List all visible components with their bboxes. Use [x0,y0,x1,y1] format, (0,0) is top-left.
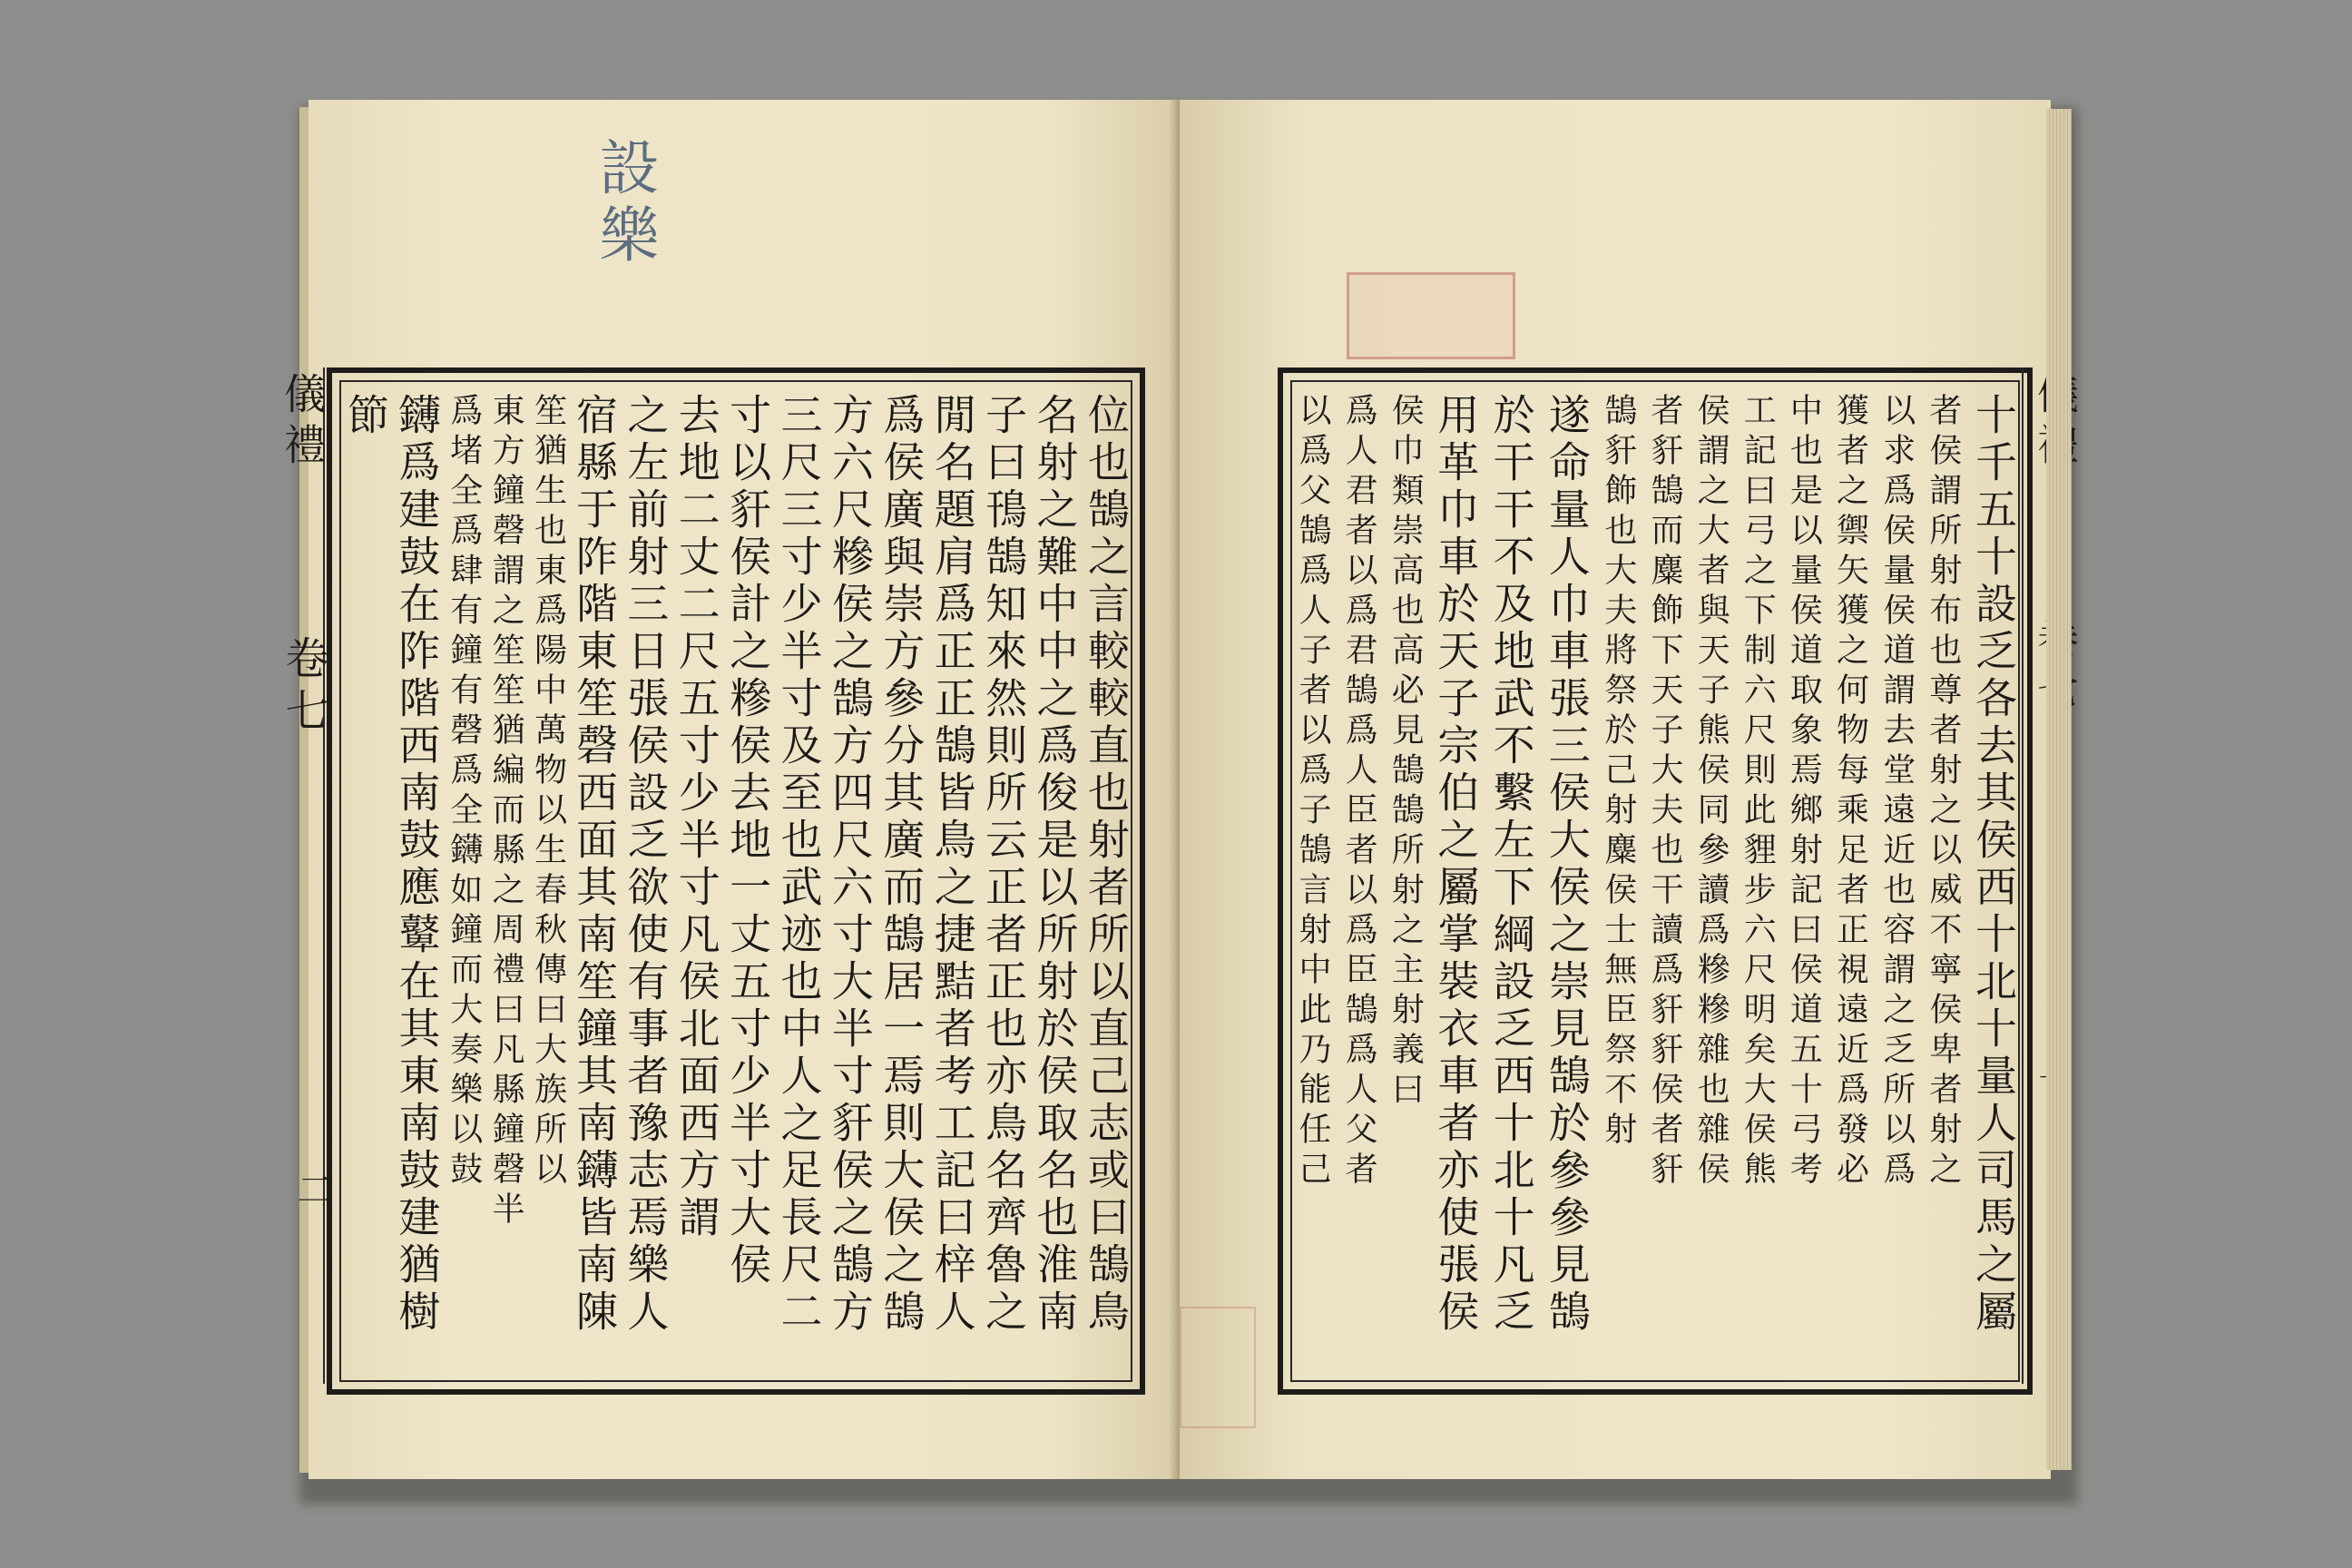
text-column: 十千五十設乏各去其侯西十北十量人司馬之屬 [1968,393,2018,1337]
text-column: 侯巾類崇高也高必見鵠鵠所射之主射義曰 [1387,393,1425,1112]
handwritten-annotation: 設樂 [589,136,659,270]
text-column: 寸以豻侯計之糝侯去地一丈五寸少半寸大侯 [723,393,773,1289]
text-column: 節 [341,393,390,440]
text-column: 方六尺糝侯之鵠方四尺六寸大半寸豻侯之鵠方 [825,393,875,1337]
left-margin-chapter: 卷七 [278,635,328,740]
text-column: 者侯謂所射布也尊者射之以威不寧侯卑者射之 [1924,393,1962,1191]
text-column: 三尺三寸少半寸及至也武迹也中人之足長尺二 [774,393,824,1337]
text-column: 於干干不及地武不繫左下綱設乏西十北十凡乏 [1486,393,1536,1337]
left-text-frame [327,368,1145,1395]
text-column: 用革巾車於天子宗伯之屬掌裝衣車者亦使張侯 [1431,393,1481,1337]
text-column: 閒名題肩爲正正鵠皆鳥之捷黠者考工記曰梓人 [927,393,977,1337]
text-column: 東方鐘磬謂之笙笙猶編而縣之周禮曰凡縣鐘磬半 [487,393,525,1231]
text-column: 名射之難中中之爲俊是以所射於侯取名也淮南 [1030,393,1080,1337]
text-column: 爲侯廣與崇方參分其廣而鵠居一焉則大侯之鵠 [877,393,926,1337]
text-column: 者豻鵠而麋飾下天子大夫也干讀爲豻豻侯者豻 [1645,393,1683,1191]
left-text-columns [341,393,1131,1377]
text-column: 以爲父鵠爲人子者以爲子鵠言射中此乃能任己 [1294,393,1331,1191]
text-column: 中也是以量侯道取象焉鄉射記曰侯道五十弓考 [1785,393,1823,1191]
page-stack-edges [2046,109,2072,1470]
right-text-columns [1294,393,2018,1377]
text-column: 宿縣于阼階東笙磬西面其南笙鐘其南鑮皆南陳 [569,393,619,1337]
text-column: 去地二丈二尺五寸少半寸凡侯北面西方謂 [671,393,721,1242]
left-margin-folio: 二 [291,1171,333,1216]
left-margin-title: 儀禮 [278,372,327,474]
left-margin-rule [323,368,325,1384]
text-column: 獲者之禦矢獲之何物每乘足者正視遠近爲發必 [1831,393,1869,1191]
right-text-frame [1278,368,2033,1395]
text-column: 鑮爲建鼓在阼階西南鼓應鼙在其東南鼓建猶樹 [392,393,442,1337]
text-column: 子曰鳱鵠知來然則所云正者正也亦鳥名齊魯之 [979,393,1029,1337]
text-column: 工記曰弓之下制六尺則此貍步六尺明矣大侯熊 [1739,393,1777,1191]
text-column: 以求爲侯量侯道謂去堂遠近也容謂之乏所以爲 [1877,393,1916,1191]
red-seal-stamp [1347,272,1515,359]
faint-seal-stamp [1180,1307,1256,1428]
text-column: 侯謂之大者與天子熊侯同參讀爲糝糝雜也雜侯 [1692,393,1730,1191]
right-margin-rule [2022,368,2024,1384]
text-column: 笙猶生也東爲陽中萬物以生春秋傳曰大族所以 [529,393,567,1191]
text-column: 爲堵全爲肆有鐘有磬爲全鑮如鐘而大奏樂以鼓 [445,393,483,1191]
text-column: 遂命量人巾車張三侯大侯之崇見鵠於參參見鵠 [1542,393,1592,1337]
text-column: 鵠豻飾也大夫將祭於己射麋侯士無臣祭不射 [1599,393,1637,1152]
text-column: 位也鵠之言較較直也射者所以直己志或曰鵠鳥 [1081,393,1131,1337]
text-column: 之左前射三日張侯設乏欲使有事者豫志焉樂人 [621,393,671,1337]
text-column: 爲人君者以爲君鵠爲人臣者以爲臣鵠爲人父者 [1340,393,1378,1191]
